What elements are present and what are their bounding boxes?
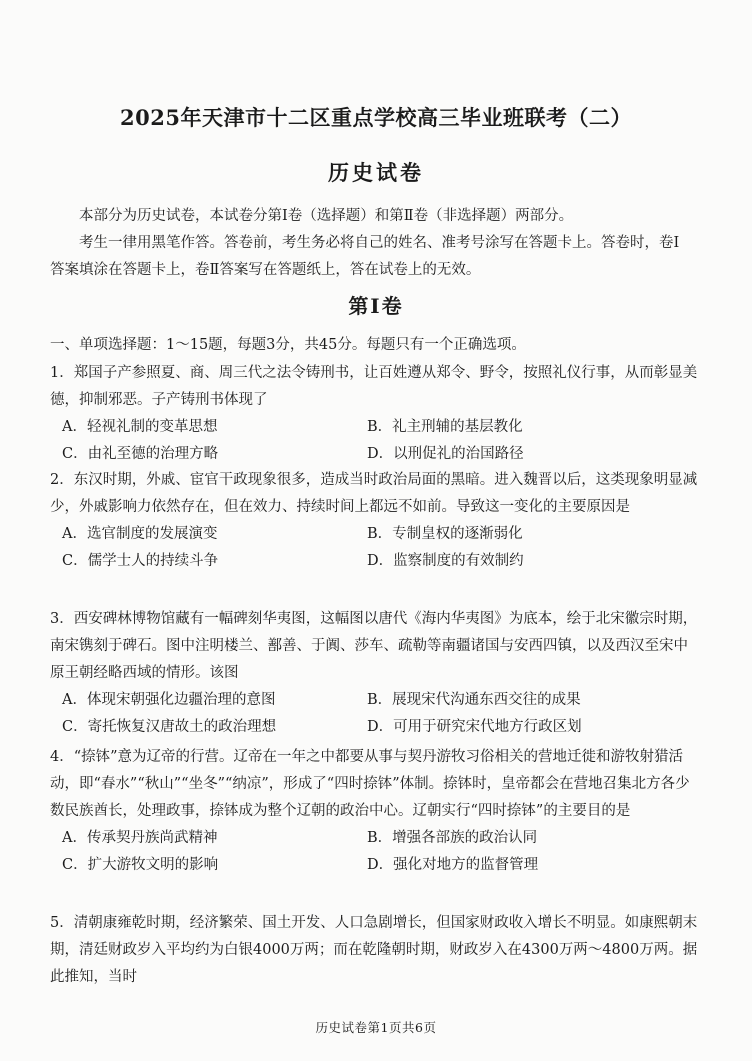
question-stem: 5．清朝康雍乾时期，经济繁荣、国土开发、人口急剧增长，但国家财政收入增长不明显。如康熙朝末期，清廷财政岁入平均约为白银4000万两；而在乾隆朝时期，财政岁入在4300万两～4800万两。据此推知，当时	[50, 915, 698, 985]
question-stem: 3．西安碑林博物馆藏有一幅碑刻华夷图，这幅图以唐代《海内华夷图》为底本，绘于北宋徽宗时期，南宋镌刻于碑石。图中注明楼兰、鄯善、于阗、莎车、疏勒等南疆诸国与安西四镇，以及西汉至宋中原王朝经略西域的情形。该图	[50, 611, 698, 681]
option-b: B．展现宋代沟通东西交往的成果	[367, 692, 581, 708]
option-b: B．礼主刑辅的基层教化	[367, 419, 523, 435]
options	[50, 687, 700, 741]
instructions	[50, 203, 690, 284]
exam-title: 2025年天津市十二区重点学校高三毕业班联考（二）	[120, 105, 632, 130]
options	[50, 414, 700, 468]
question-5	[50, 910, 700, 991]
option-d: D．可用于研究宋代地方行政区划	[367, 719, 582, 735]
option-c: C．寄托恢复汉唐故土的政治理想	[62, 719, 277, 735]
option-b: B．增强各部族的政治认同	[367, 830, 538, 846]
subject-title: 历史试卷	[328, 160, 424, 185]
option-a: A．传承契丹族尚武精神	[62, 830, 218, 846]
question-stem: 1．郑国子产参照夏、商、周三代之法令铸刑书，让百姓遵从郑令、野令，按照礼仪行事，从而彰显美德，抑制邪恶。子产铸刑书体现了	[50, 365, 698, 408]
question-3	[50, 606, 700, 741]
option-c: C．儒学士人的持续斗争	[62, 553, 219, 569]
question-2	[50, 467, 700, 575]
option-a: A．选官制度的发展演变	[62, 526, 218, 542]
instruction-paragraph: 本部分为历史试卷，本试卷分第Ⅰ卷（选择题）和第Ⅱ卷（非选择题）两部分。	[79, 208, 574, 224]
instruction-paragraph: 考生一律用黑笔作答。答卷前，考生务必将自己的姓名、准考号涂写在答题卡上。答卷时，卷Ⅰ答案填涂在答题卡上，卷Ⅱ答案写在答题纸上，答在试卷上的无效。	[50, 235, 680, 278]
option-d: D．强化对地方的监督管理	[367, 857, 539, 873]
options	[50, 521, 700, 575]
question-1	[50, 360, 700, 468]
page-footer: 历史试卷第1页共6页	[315, 1020, 437, 1035]
option-d: D．监察制度的有效制约	[367, 553, 524, 569]
option-a: A．轻视礼制的变革思想	[62, 419, 218, 435]
option-a: A．体现宋朝强化边疆治理的意图	[62, 692, 276, 708]
options	[50, 825, 700, 879]
section-heading: 一、单项选择题：1～15题，每题3分，共45分。每题只有一个正确选项。	[50, 337, 526, 353]
option-b: B．专制皇权的逐渐弱化	[367, 526, 523, 542]
question-4	[50, 744, 700, 879]
option-c: C．由礼至德的治理方略	[62, 446, 219, 462]
option-d: D．以刑促礼的治国路径	[367, 446, 524, 462]
question-stem: 4．“捺钵”意为辽帝的行营。辽帝在一年之中都要从事与契丹游牧习俗相关的营地迁徙和游牧射猎活动，即“春水”“秋山”“坐冬”“纳凉”，形成了“四时捺钵”体制。捺钵时，皇帝都会在营地召集北方各少数民族酋长，处理政事，捺钵成为整个辽朝的政治中心。辽朝实行“四时捺钵”的主要目的是	[50, 749, 690, 819]
question-stem: 2．东汉时期，外戚、宦官干政现象很多，造成当时政治局面的黑暗。进入魏晋以后，这类现象明显减少，外戚影响力依然存在，但在效力、持续时间上都远不如前。导致这一变化的主要原因是	[50, 472, 698, 515]
part-title: 第Ⅰ卷	[348, 294, 404, 318]
option-c: C．扩大游牧文明的影响	[62, 857, 219, 873]
